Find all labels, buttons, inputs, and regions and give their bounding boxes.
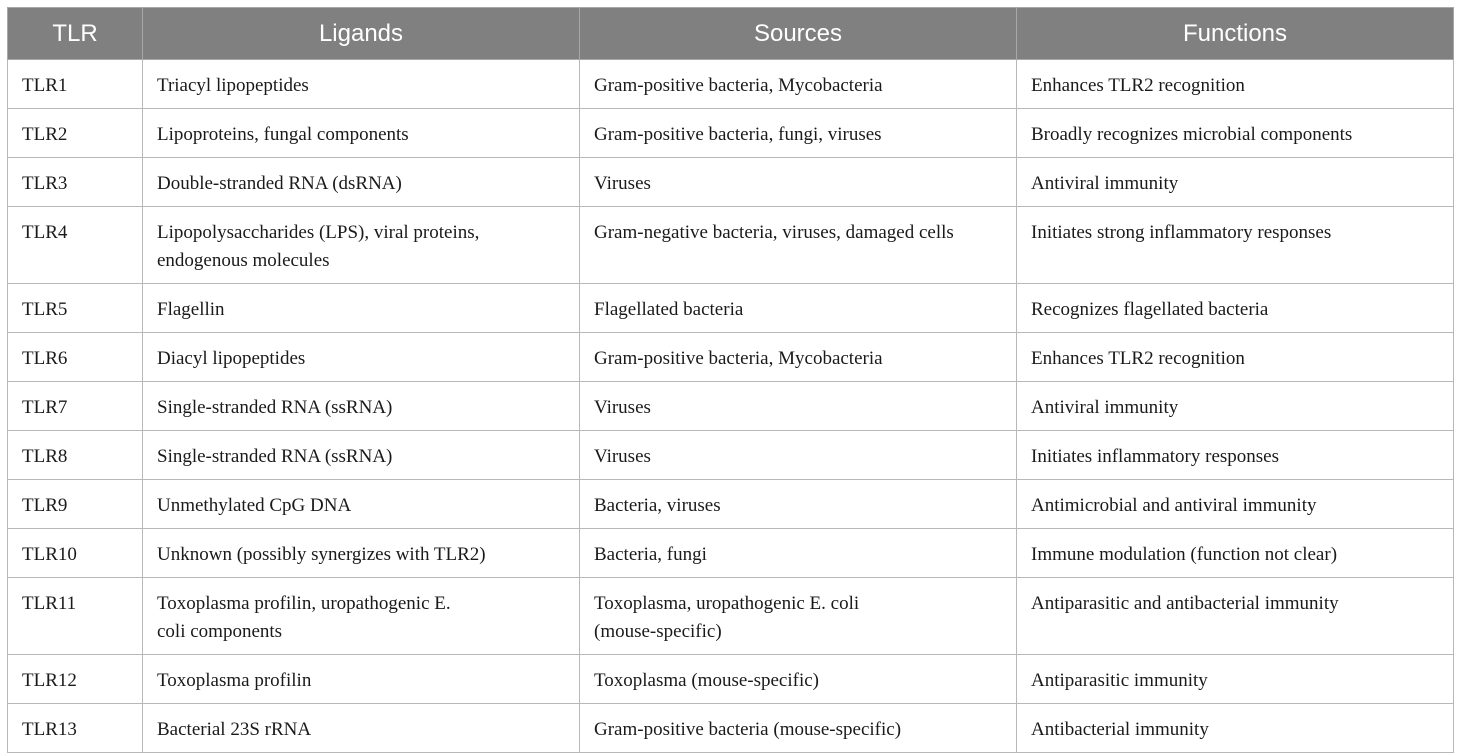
cell-functions: Antiviral immunity: [1017, 382, 1454, 431]
cell-functions: Initiates inflammatory responses: [1017, 431, 1454, 480]
table-row: [8, 704, 1454, 753]
cell-sources: Toxoplasma (mouse-specific): [580, 655, 1017, 704]
cell-sources: Viruses: [580, 382, 1017, 431]
cell-tlr: TLR11: [8, 578, 143, 655]
cell-functions: Immune modulation (function not clear): [1017, 529, 1454, 578]
cell-ligands: Lipoproteins, fungal components: [143, 109, 580, 158]
cell-tlr: TLR10: [8, 529, 143, 578]
cell-ligands: Unknown (possibly synergizes with TLR2): [143, 529, 580, 578]
cell-tlr: TLR1: [8, 60, 143, 109]
cell-functions: Antibacterial immunity: [1017, 704, 1454, 753]
cell-ligands: Double-stranded RNA (dsRNA): [143, 158, 580, 207]
cell-functions: Broadly recognizes microbial components: [1017, 109, 1454, 158]
table-row: [8, 284, 1454, 333]
table-row: [8, 333, 1454, 382]
cell-ligands: Single-stranded RNA (ssRNA): [143, 382, 580, 431]
cell-tlr: TLR12: [8, 655, 143, 704]
table-header: [8, 8, 1454, 60]
table-row: [8, 382, 1454, 431]
header-tlr: TLR: [8, 8, 143, 60]
table-row: [8, 578, 1454, 655]
cell-ligands: Diacyl lipopeptides: [143, 333, 580, 382]
cell-sources: Viruses: [580, 158, 1017, 207]
cell-functions: Antimicrobial and antiviral immunity: [1017, 480, 1454, 529]
cell-ligands: Single-stranded RNA (ssRNA): [143, 431, 580, 480]
cell-sources: Gram-positive bacteria, fungi, viruses: [580, 109, 1017, 158]
cell-ligands: Toxoplasma profilin, uropathogenic E. coli components: [143, 578, 580, 655]
cell-ligands: Bacterial 23S rRNA: [143, 704, 580, 753]
cell-sources: Bacteria, fungi: [580, 529, 1017, 578]
cell-tlr: TLR13: [8, 704, 143, 753]
cell-functions: Enhances TLR2 recognition: [1017, 60, 1454, 109]
cell-tlr: TLR5: [8, 284, 143, 333]
table-row: [8, 529, 1454, 578]
tlr-table: [7, 7, 1454, 753]
header-functions: Functions: [1017, 8, 1454, 60]
cell-ligands: Triacyl lipopeptides: [143, 60, 580, 109]
table-row: [8, 158, 1454, 207]
cell-functions: Recognizes flagellated bacteria: [1017, 284, 1454, 333]
cell-tlr: TLR8: [8, 431, 143, 480]
table-body: [8, 60, 1454, 753]
cell-sources: Gram-positive bacteria, Mycobacteria: [580, 333, 1017, 382]
cell-tlr: TLR4: [8, 207, 143, 284]
header-sources: Sources: [580, 8, 1017, 60]
table-row: [8, 655, 1454, 704]
cell-sources: Gram-positive bacteria (mouse-specific): [580, 704, 1017, 753]
table-row: [8, 109, 1454, 158]
table-row: [8, 60, 1454, 109]
header-ligands: Ligands: [143, 8, 580, 60]
tlr-table-container: [7, 7, 1453, 753]
cell-functions: Initiates strong inflammatory responses: [1017, 207, 1454, 284]
cell-functions: Antiviral immunity: [1017, 158, 1454, 207]
cell-sources: Bacteria, viruses: [580, 480, 1017, 529]
cell-tlr: TLR7: [8, 382, 143, 431]
cell-ligands: Lipopolysaccharides (LPS), viral proteins, endogenous molecules: [143, 207, 580, 284]
cell-sources: Gram-negative bacteria, viruses, damaged cells: [580, 207, 1017, 284]
cell-tlr: TLR2: [8, 109, 143, 158]
cell-tlr: TLR9: [8, 480, 143, 529]
cell-ligands: Flagellin: [143, 284, 580, 333]
table-row: [8, 207, 1454, 284]
cell-tlr: TLR6: [8, 333, 143, 382]
cell-tlr: TLR3: [8, 158, 143, 207]
cell-sources: Flagellated bacteria: [580, 284, 1017, 333]
cell-ligands: Toxoplasma profilin: [143, 655, 580, 704]
cell-functions: Antiparasitic immunity: [1017, 655, 1454, 704]
table-row: [8, 431, 1454, 480]
cell-sources: Gram-positive bacteria, Mycobacteria: [580, 60, 1017, 109]
cell-ligands: Unmethylated CpG DNA: [143, 480, 580, 529]
cell-functions: Enhances TLR2 recognition: [1017, 333, 1454, 382]
header-row: [8, 8, 1454, 60]
cell-sources: Toxoplasma, uropathogenic E. coli (mouse-specific): [580, 578, 1017, 655]
cell-functions: Antiparasitic and antibacterial immunity: [1017, 578, 1454, 655]
cell-sources: Viruses: [580, 431, 1017, 480]
table-row: [8, 480, 1454, 529]
